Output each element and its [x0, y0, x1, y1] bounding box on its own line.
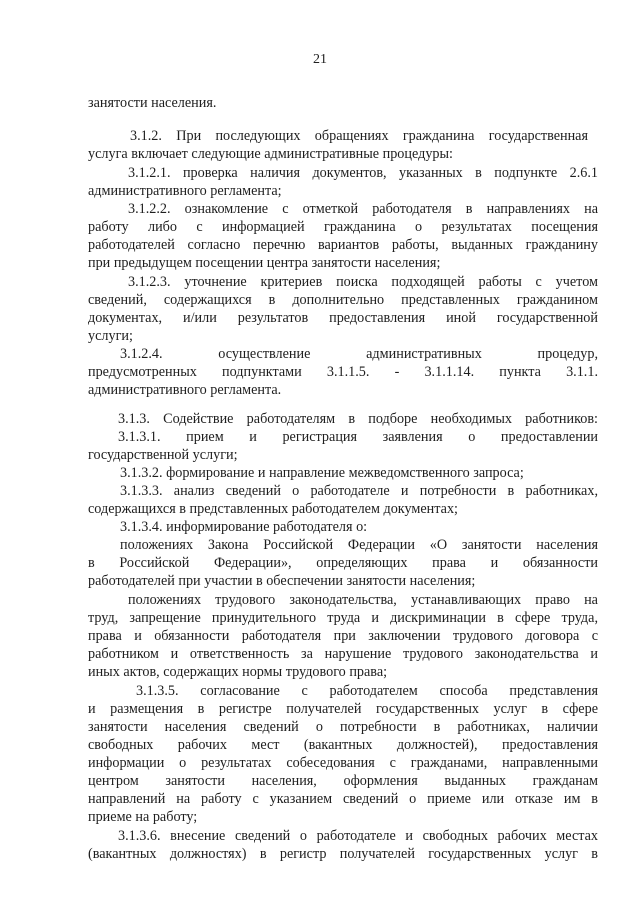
text-line: услуга включает следующие административные процедуры:	[88, 146, 453, 162]
paragraph-first-line: 3.1.3.2. формирование и направление межведомственного запроса;	[120, 465, 524, 481]
text-line: работодателей при участии в обеспечении занятости населения;	[88, 573, 476, 589]
text-line: работником и ответственность за нарушение трудового законодательства и	[88, 646, 598, 662]
page-number: 21	[313, 52, 327, 67]
text-line: содержащихся в представленных работодателем документах;	[88, 501, 458, 517]
text-line: (вакантных должностях) в регистр получателей государственных услуг в	[88, 846, 598, 862]
text-line: центром занятости населения, оформления выданных гражданам	[88, 773, 598, 789]
paragraph-first-line: 3.1.2.2. ознакомление с отметкой работодателя в направлениях на	[128, 201, 598, 217]
text-line: приеме на работу;	[88, 809, 198, 825]
text-line: занятости населения.	[88, 95, 217, 111]
text-line: административного регламента;	[88, 183, 282, 199]
text-line: занятости населения сведений о потребности в работниках, наличии	[88, 719, 598, 735]
text-line: предусмотренных подпунктами 3.1.1.5. - 3.1.1.14. пункта 3.1.1.	[88, 364, 598, 380]
text-line: при предыдущем посещении центра занятости населения;	[88, 255, 441, 271]
text-line: труд, запрещение принудительного труда и дискриминации в сфере труда,	[88, 610, 598, 626]
text-line: и размещения в регистре получателей государственных услуг в сфере	[88, 701, 598, 717]
text-line: документах, и/или результатов предоставления иной государственной	[88, 310, 598, 326]
paragraph-first-line: положениях Закона Российской Федерации «О занятости населения	[120, 537, 598, 553]
text-line: административного регламента.	[88, 382, 282, 398]
text-line: услуги;	[88, 328, 133, 344]
text-line: государственной услуги;	[88, 447, 238, 463]
text-line: направлений на работу с указанием сведений о приеме или отказе им в	[88, 791, 598, 807]
text-line: права и обязанности работодателя при заключении трудового договора с	[88, 628, 598, 644]
paragraph-first-line: 3.1.3.6. внесение сведений о работодателе и свободных рабочих местах	[118, 828, 598, 844]
paragraph-first-line: 3.1.2.4. осуществление административных процедур,	[120, 346, 598, 362]
text-line: работодателей согласно перечню вариантов работы, выданных гражданину	[88, 237, 598, 253]
paragraph-first-line: 3.1.3.1. прием и регистрация заявления о предоставлении	[118, 429, 598, 445]
text-line: иных актов, содержащих нормы трудового права;	[88, 664, 388, 680]
paragraph-first-line: 3.1.3. Содействие работодателям в подборе необходимых работников:	[118, 411, 598, 427]
paragraph-first-line: положениях трудового законодательства, устанавливающих право на	[128, 592, 598, 608]
text-line: в Российской Федерации», определяющих права и обязанности	[88, 555, 598, 571]
paragraph-first-line: 3.1.2.3. уточнение критериев поиска подходящей работы с учетом	[128, 274, 598, 290]
paragraph-first-line: 3.1.2.1. проверка наличия документов, указанных в подпункте 2.6.1	[128, 165, 598, 181]
paragraph-first-line: 3.1.3.5. согласование с работодателем способа представления	[136, 683, 598, 699]
text-line: информации о результатах собеседования с гражданами, направленными	[88, 755, 598, 771]
paragraph-first-line: 3.1.2. При последующих обращениях гражданина государственная	[130, 128, 588, 144]
paragraph-first-line: 3.1.3.4. информирование работодателя о:	[120, 519, 368, 535]
text-line: свободных рабочих мест (вакантных должностей), предоставления	[88, 737, 598, 753]
text-line: работу либо с информацией гражданина о результатах посещения	[88, 219, 598, 235]
paragraph-first-line: 3.1.3.3. анализ сведений о работодателе и потребности в работниках,	[120, 483, 598, 499]
text-line: сведений, содержащихся в дополнительно представленных гражданином	[88, 292, 598, 308]
